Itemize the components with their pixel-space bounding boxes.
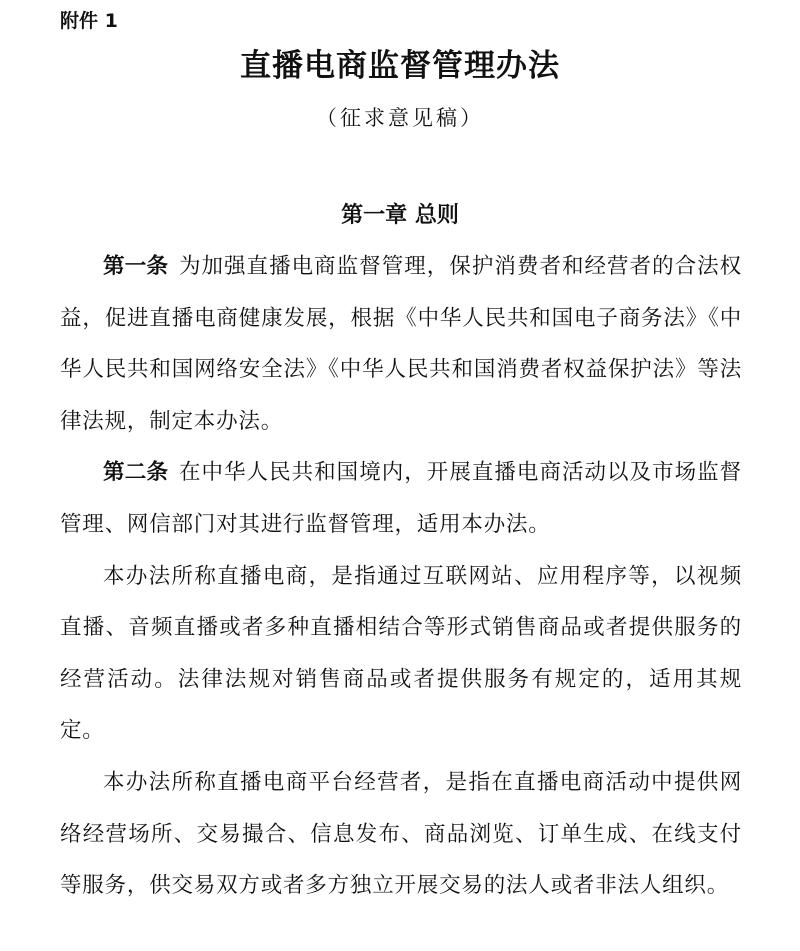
document-subtitle: （征求意见稿）: [316, 106, 484, 130]
paragraph-platform-operator-definition: 本办法所称直播电商平台经营者，是指在直播电商活动中提供网络经营场所、交易撮合、信息发布、商品浏览、订单生成、在线支付等服务，供交易双方或者多方独立开展交易的法人或者非法人组织。: [60, 769, 742, 899]
article-1: [60, 241, 742, 447]
article-2: [60, 447, 742, 550]
article-1-label: 第一条: [103, 254, 169, 279]
article-2-text: 在中华人民共和国境内，开展直播电商活动以及市场监督管理、网信部门对其进行监督管理，适用本办法。: [60, 460, 742, 537]
chapter-heading: 第一章 总则: [341, 203, 459, 228]
attachment-label: 附件 1: [60, 10, 118, 32]
document-title: 直播电商监督管理办法: [240, 48, 560, 84]
paragraph-live-commerce-definition: 本办法所称直播电商，是指通过互联网站、应用程序等，以视频直播、音频直播或者多种直播相结合等形式销售商品或者提供服务的经营活动。法律法规对销售商品或者提供服务有规定的，适用其规定。: [60, 563, 742, 744]
article-2-label: 第二条: [103, 460, 169, 486]
article-1-text: 为加强直播电商监督管理，保护消费者和经营者的合法权益，促进直播电商健康发展，根据《中华人民共和国电子商务法》《中华人民共和国网络安全法》《中华人民共和国消费者权益保护法》等法律法规，制定本办法。: [60, 254, 742, 434]
document-body: [60, 241, 742, 912]
